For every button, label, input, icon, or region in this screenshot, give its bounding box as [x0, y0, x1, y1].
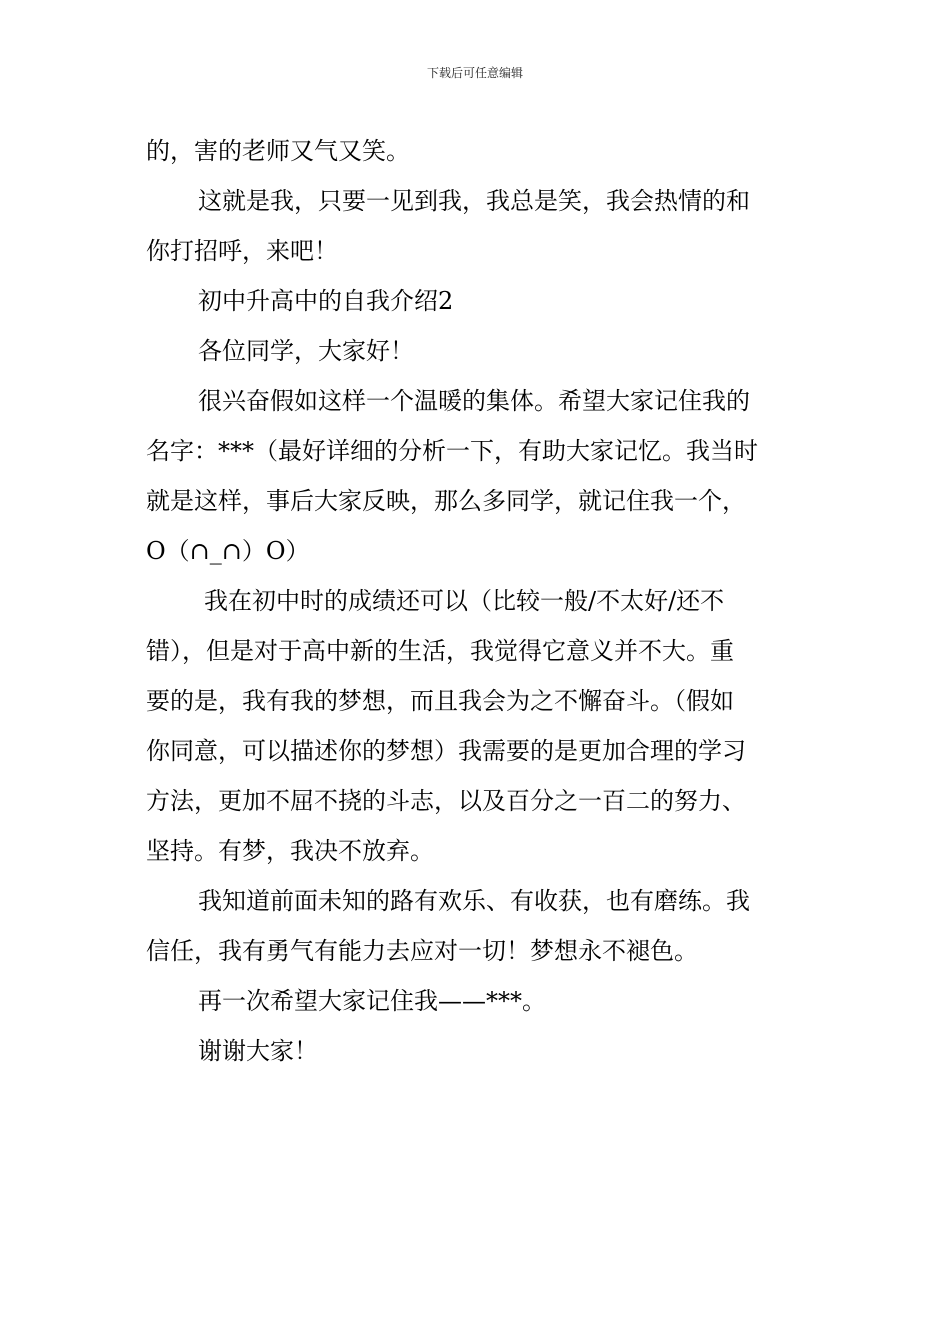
text-line: 名字：***（最好详细的分析一下，有助大家记忆。我当时 — [146, 437, 758, 465]
text-line: 要的是，我有我的梦想，而且我会为之不懈奋斗。（假如 — [146, 687, 734, 715]
text-line: 信任，我有勇气有能力去应对一切！梦想永不褪色。 — [146, 937, 698, 965]
page-header: 下载后可任意编辑 — [426, 66, 523, 80]
section-title: 初中升高中的自我介绍2 — [198, 287, 454, 315]
text-line: 很兴奋假如这样一个温暖的集体。希望大家记住我的 — [198, 387, 750, 415]
text-line: 我在初中时的成绩还可以（比较一般/不太好/还不 — [204, 587, 725, 615]
text-line: 就是这样，事后大家反映，那么多同学，就记住我一个， — [146, 487, 746, 515]
closing-line: 谢谢大家！ — [198, 1037, 318, 1065]
text-line: 你打招呼，来吧！ — [146, 237, 338, 265]
text-line: O（∩_∩）O） — [146, 537, 310, 565]
text-line: 你同意，可以描述你的梦想）我需要的是更加合理的学习 — [146, 737, 746, 765]
text-line: 再一次希望大家记住我——***。 — [198, 987, 546, 1015]
text-line: 方法，更加不屈不挠的斗志，以及百分之一百二的努力、 — [146, 787, 746, 815]
text-line: 我知道前面未知的路有欢乐、有收获，也有磨练。我 — [198, 887, 750, 915]
text-line: 错），但是对于高中新的生活，我觉得它意义并不大。重 — [146, 637, 734, 665]
text-line: 坚持。有梦，我决不放弃。 — [146, 837, 434, 865]
text-line: 这就是我，只要一见到我，我总是笑，我会热情的和 — [198, 187, 750, 215]
text-line: 的，害的老师又气又笑。 — [146, 137, 410, 165]
document-body — [146, 126, 810, 1076]
greeting-line: 各位同学，大家好！ — [198, 337, 414, 365]
